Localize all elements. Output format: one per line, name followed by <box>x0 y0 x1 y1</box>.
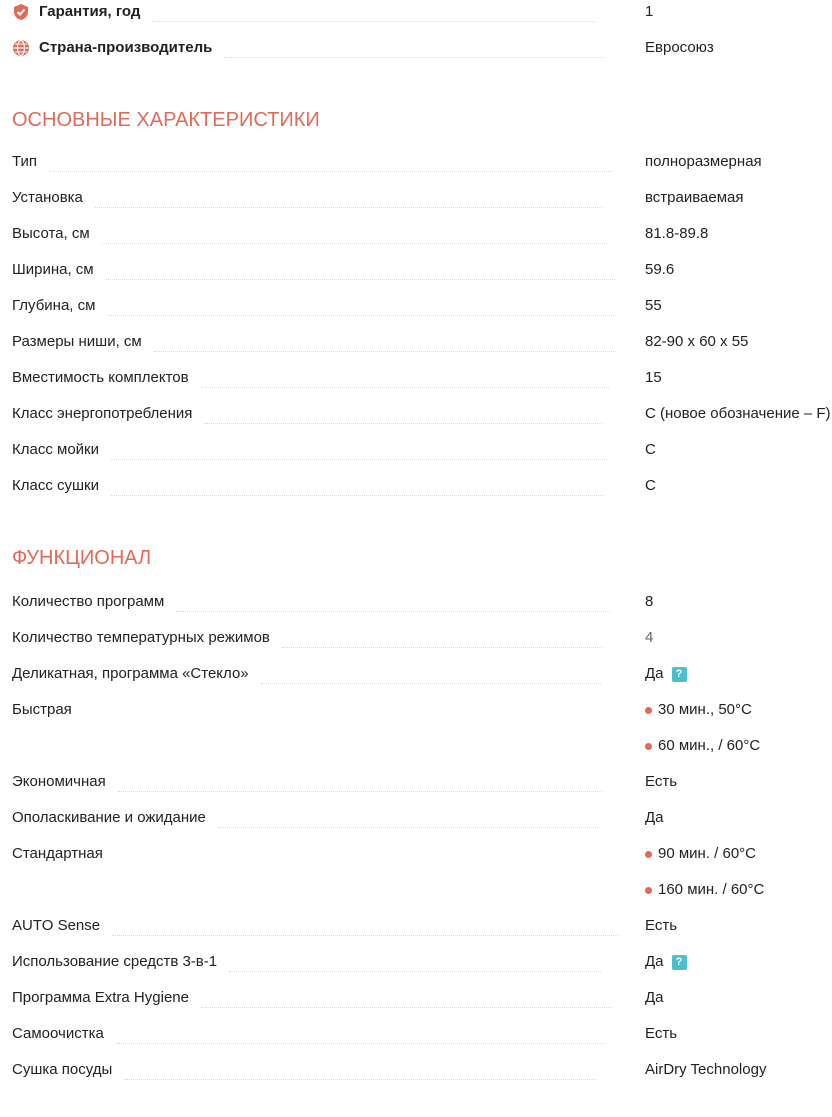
spec-row-fast-cont <box>12 728 832 764</box>
spec-value: Есть <box>645 773 678 790</box>
spec-label: Класс мойки <box>12 441 99 458</box>
spec-value: 8 <box>645 593 654 610</box>
bullet-icon <box>645 887 652 894</box>
dotted-leader <box>224 57 604 58</box>
spec-label: Количество температурных режимов <box>12 629 270 646</box>
spec-row <box>12 216 832 252</box>
spec-value-text: Да <box>645 953 664 970</box>
dotted-leader <box>116 1043 604 1044</box>
spec-value: 15 <box>645 369 662 386</box>
bullet-icon <box>645 851 652 858</box>
spec-row-warranty <box>12 0 832 30</box>
spec-label: Ширина, см <box>12 261 94 278</box>
dotted-leader <box>282 647 602 648</box>
spec-row-eco <box>12 764 832 800</box>
spec-row-standard <box>12 836 832 872</box>
dotted-leader <box>106 279 615 280</box>
spec-value <box>645 953 687 971</box>
dotted-leader <box>112 935 618 936</box>
spec-label: Глубина, см <box>12 297 96 314</box>
spec-value <box>645 845 756 863</box>
spec-value: Да <box>645 809 664 826</box>
spec-value <box>645 701 752 719</box>
shield-check-icon <box>12 3 30 21</box>
spec-value: С <box>645 477 656 494</box>
spec-row-delicate <box>12 656 832 692</box>
spec-row <box>12 468 832 504</box>
dotted-leader <box>95 207 602 208</box>
spec-value: 55 <box>645 297 662 314</box>
spec-row-standard-cont <box>12 872 832 908</box>
spec-value: 82-90 х 60 х 55 <box>645 333 749 350</box>
dotted-leader <box>218 827 600 828</box>
spec-label: Экономичная <box>12 773 106 790</box>
spec-label: Деликатная, программа «Стекло» <box>12 665 249 682</box>
dotted-leader <box>152 21 596 22</box>
spec-row-rinse <box>12 800 832 836</box>
spec-value: AirDry Technology <box>645 1061 767 1078</box>
spec-label-text: Гарантия, год <box>39 3 141 20</box>
dotted-leader <box>261 683 601 684</box>
spec-label: Стандартная <box>12 845 103 862</box>
spec-value: С (новое обозначение – F) <box>645 405 831 422</box>
spec-label: Размеры ниши, см <box>12 333 142 350</box>
spec-label <box>12 3 140 30</box>
globe-icon <box>12 39 30 57</box>
spec-row-drying <box>12 1052 832 1088</box>
spec-label: Вместимость комплектов <box>12 369 189 386</box>
spec-row <box>12 360 832 396</box>
dotted-leader <box>102 243 607 244</box>
dotted-leader <box>229 971 601 972</box>
spec-row-fast <box>12 692 832 728</box>
spec-row <box>12 324 832 360</box>
dotted-leader <box>107 315 616 316</box>
spec-value: 1 <box>645 3 654 20</box>
help-icon[interactable]: ? <box>672 955 687 970</box>
dotted-leader <box>201 387 609 388</box>
spec-value-text: 30 мин., 50°С <box>658 701 752 718</box>
spec-value: Да <box>645 989 664 1006</box>
dotted-leader <box>124 1079 596 1080</box>
spec-value: 59.6 <box>645 261 675 278</box>
spec-label: Сушка посуды <box>12 1061 113 1078</box>
spec-value: Есть <box>645 1025 678 1042</box>
spec-label <box>12 39 212 66</box>
help-icon[interactable]: ? <box>672 667 687 682</box>
spec-row-self-clean <box>12 1016 832 1052</box>
spec-row-extra-hygiene <box>12 980 832 1016</box>
spec-label: Высота, см <box>12 225 90 242</box>
spec-label: AUTO Sense <box>12 917 101 934</box>
spec-value: полноразмерная <box>645 153 762 170</box>
spec-row <box>12 432 832 468</box>
spec-value-text: 60 мин., / 60°С <box>658 737 761 754</box>
spec-label: Класс энергопотребления <box>12 405 193 422</box>
dotted-leader <box>49 171 611 172</box>
spec-row <box>12 144 832 180</box>
dotted-leader <box>204 423 602 424</box>
spec-row <box>12 252 832 288</box>
spec-row <box>12 180 832 216</box>
dotted-leader <box>111 495 603 496</box>
dotted-leader <box>176 611 610 612</box>
spec-label: Программа Extra Hygiene <box>12 989 189 1006</box>
spec-label: Тип <box>12 153 38 170</box>
spec-value: Евросоюз <box>645 39 714 56</box>
spec-label: Установка <box>12 189 83 206</box>
spec-value-text: 160 мин. / 60°С <box>658 881 765 898</box>
spec-value: встраиваемая <box>645 189 744 206</box>
section-title-functional: ФУНКЦИОНАЛ <box>12 547 152 569</box>
spec-row-temp-modes <box>12 620 832 656</box>
section-title-main-specs: ОСНОВНЫЕ ХАРАКТЕРИСТИКИ <box>12 109 320 131</box>
spec-label: Количество программ <box>12 593 165 610</box>
spec-value <box>645 881 764 899</box>
spec-row-country <box>12 30 832 66</box>
dotted-leader <box>201 1007 611 1008</box>
bullet-icon <box>645 707 652 714</box>
spec-value: 4 <box>645 629 654 646</box>
spec-label: Ополаскивание и ожидание <box>12 809 206 826</box>
spec-value <box>645 737 760 755</box>
spec-row <box>12 288 832 324</box>
spec-value-text: 90 мин. / 60°С <box>658 845 757 862</box>
bullet-icon <box>645 743 652 750</box>
spec-value: С <box>645 441 656 458</box>
spec-label: Быстрая <box>12 701 72 718</box>
spec-row-programs <box>12 584 832 620</box>
dotted-leader <box>111 459 607 460</box>
spec-value <box>645 665 687 683</box>
spec-label: Класс сушки <box>12 477 99 494</box>
spec-value: Есть <box>645 917 678 934</box>
spec-row-3in1 <box>12 944 832 980</box>
dotted-leader <box>154 351 616 352</box>
spec-value: 81.8-89.8 <box>645 225 709 242</box>
spec-label-text: Страна-производитель <box>39 39 213 56</box>
spec-row-auto-sense <box>12 908 832 944</box>
spec-label: Использование средств 3-в-1 <box>12 953 218 970</box>
spec-label: Самоочистка <box>12 1025 104 1042</box>
spec-row <box>12 396 832 432</box>
dotted-leader <box>118 791 602 792</box>
spec-value-text: Да <box>645 665 664 682</box>
